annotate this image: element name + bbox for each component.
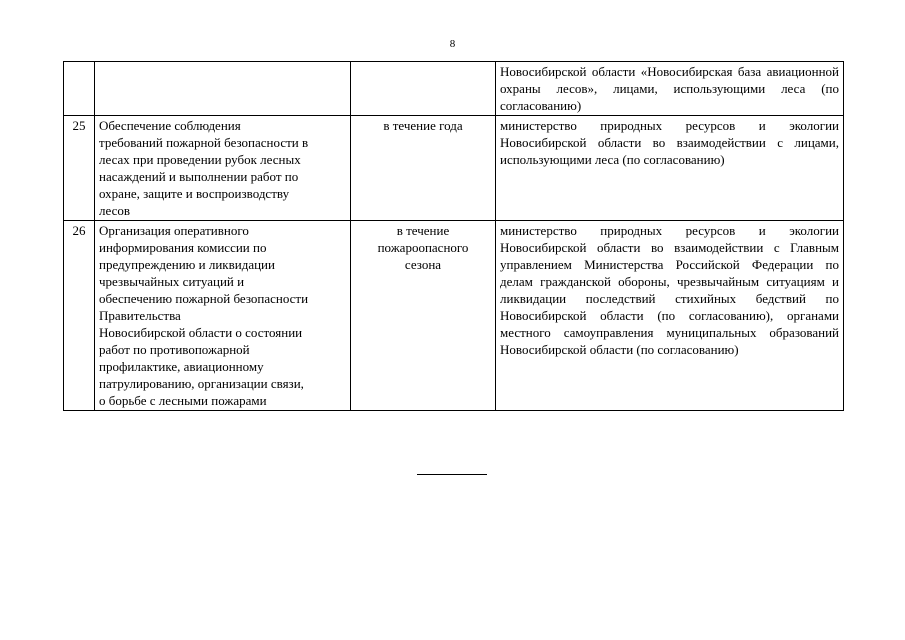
term-line: в течение — [396, 223, 450, 238]
table-row — [64, 221, 844, 411]
measures-table — [63, 61, 844, 411]
task-cell — [95, 116, 351, 221]
page-number: 8 — [449, 38, 456, 50]
responsible-cell — [496, 116, 844, 221]
row-number — [64, 62, 95, 116]
end-rule — [417, 474, 487, 475]
row-number: 25 — [64, 116, 95, 221]
term-line: сезона — [404, 257, 442, 272]
task-line: работ по противопожарной — [99, 342, 250, 357]
task-line: лесов — [99, 203, 130, 218]
task-line: Правительства — [99, 308, 181, 323]
responsible-cell — [496, 221, 844, 411]
term-line: пожароопасного — [377, 240, 469, 255]
term-cell — [351, 221, 496, 411]
task-line: лесах при проведении рубок лесных — [99, 152, 301, 167]
task-cell — [95, 62, 351, 116]
term-cell — [351, 116, 496, 221]
table-row — [64, 116, 844, 221]
task-line: информирования комиссии по — [99, 240, 267, 255]
task-line: предупреждению и ликвидации — [99, 257, 275, 272]
task-line: патрулированию, организации связи, — [99, 376, 304, 391]
term-line: в течение года — [383, 118, 463, 133]
task-cell — [95, 221, 351, 411]
responsible-text: министерство природных ресурсов и экологии Новосибирской области во взаимодействии с Главным управлением Министерства Российской Федерации по делам гражданской обороны, чрезвычайным ситуациям и ликвидации последствий стихийных бедствий по Новосибирской области (по согласованию), органами местного самоуправления муниципальных образований Новосибирской области (по согласованию) — [500, 223, 839, 357]
task-line: чрезвычайных ситуаций и — [99, 274, 245, 289]
task-line: обеспечению пожарной безопасности — [99, 291, 309, 306]
table-row — [64, 62, 844, 116]
responsible-cell — [496, 62, 844, 116]
responsible-text: министерство природных ресурсов и экологии Новосибирской области во взаимодействии с лицами, использующими леса (по согласованию) — [500, 118, 839, 167]
task-line: требований пожарной безопасности в — [99, 135, 309, 150]
task-line: Новосибирской области о состоянии — [99, 325, 303, 340]
responsible-text: Новосибирской области «Новосибирская база авиационной охраны лесов», лицами, использующими леса (по согласованию) — [500, 64, 839, 113]
task-line: Обеспечение соблюдения — [99, 118, 241, 133]
task-line: профилактике, авиационному — [99, 359, 264, 374]
task-line: о борьбе с лесными пожарами — [99, 393, 267, 408]
term-cell — [351, 62, 496, 116]
task-line: охране, защите и воспроизводству — [99, 186, 290, 201]
task-line: Организация оперативного — [99, 223, 249, 238]
row-number: 26 — [64, 221, 95, 411]
task-line: насаждений и выполнении работ по — [99, 169, 299, 184]
